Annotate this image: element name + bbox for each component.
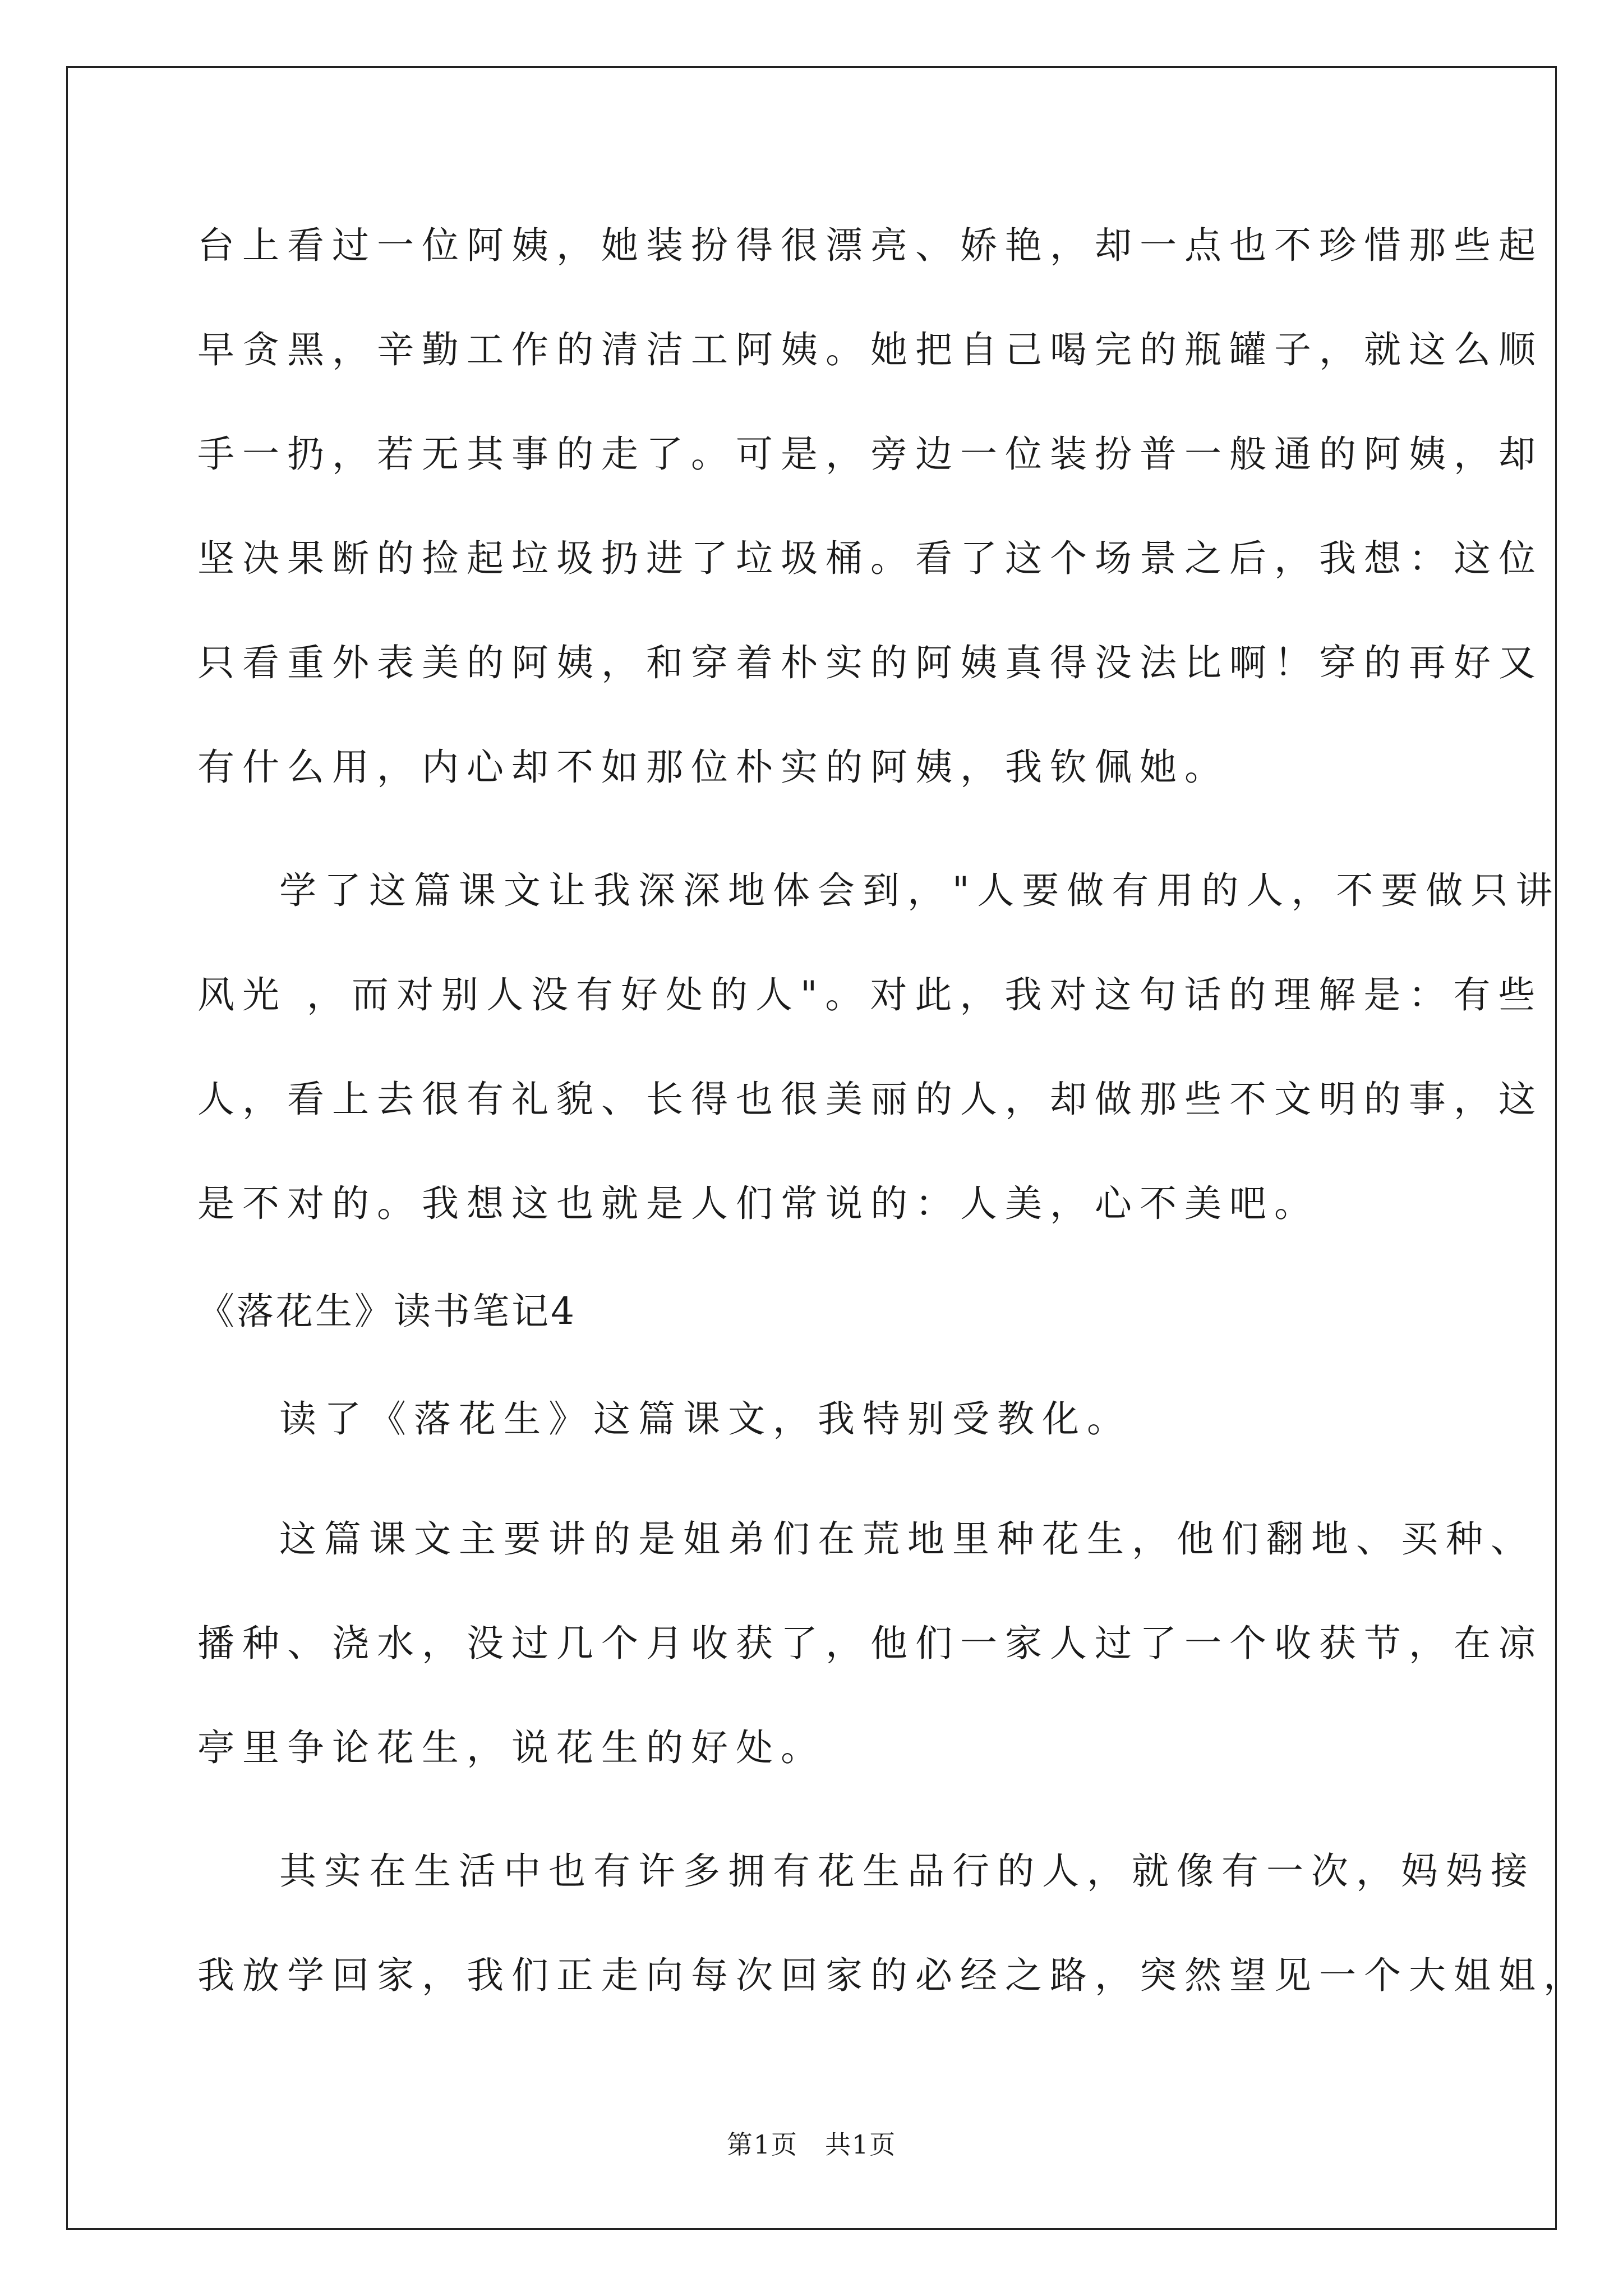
text-line-17: 我放学回家，我们正走向每次回家的必经之路，突然望见一个大姐姐，	[197, 1954, 1588, 1997]
text-line-9: 人，看上去很有礼貌、长得也很美丽的人，却做那些不文明的事，这	[197, 1078, 1543, 1121]
text-line-8: 风光 ，而对别人没有好处的人"。对此，我对这句话的理解是：有些	[197, 973, 1543, 1016]
text-line-2: 早贪黑，辛勤工作的清洁工阿姨。她把自己喝完的瓶罐子，就这么顺	[197, 328, 1543, 371]
text-line-1: 台上看过一位阿姨，她装扮得很漂亮、娇艳，却一点也不珍惜那些起	[197, 224, 1543, 267]
page-footer: 第1页 共1页	[726, 2129, 897, 2160]
text-line-4: 坚决果断的捡起垃圾扔进了垃圾桶。看了这个场景之后，我想：这位	[197, 537, 1543, 580]
text-line-12: 读了《落花生》这篇课文，我特别受教化。	[279, 1397, 1132, 1441]
text-line-6: 有什么用，内心却不如那位朴实的阿姨，我钦佩她。	[197, 746, 1229, 789]
text-line-5: 只看重外表美的阿姨，和穿着朴实的阿姨真得没法比啊！穿的再好又	[197, 641, 1543, 684]
text-line-14: 播种、浇水，没过几个月收获了，他们一家人过了一个收获节，在凉	[197, 1622, 1543, 1665]
section-heading: 《落花生》读书笔记4	[197, 1290, 577, 1333]
page-border	[66, 66, 1557, 2230]
text-line-10: 是不对的。我想这也就是人们常说的：人美，心不美吧。	[197, 1182, 1319, 1225]
text-line-3: 手一扔，若无其事的走了。可是，旁边一位装扮普一般通的阿姨，却	[197, 432, 1543, 476]
text-line-7: 学了这篇课文让我深深地体会到，"人要做有用的人，不要做只讲	[279, 869, 1561, 912]
text-line-16: 其实在生活中也有许多拥有花生品行的人，就像有一次，妈妈接	[279, 1849, 1536, 1893]
text-line-13: 这篇课文主要讲的是姐弟们在荒地里种花生，他们翻地、买种、	[279, 1517, 1536, 1561]
text-line-15: 亭里争论花生，说花生的好处。	[197, 1726, 826, 1769]
